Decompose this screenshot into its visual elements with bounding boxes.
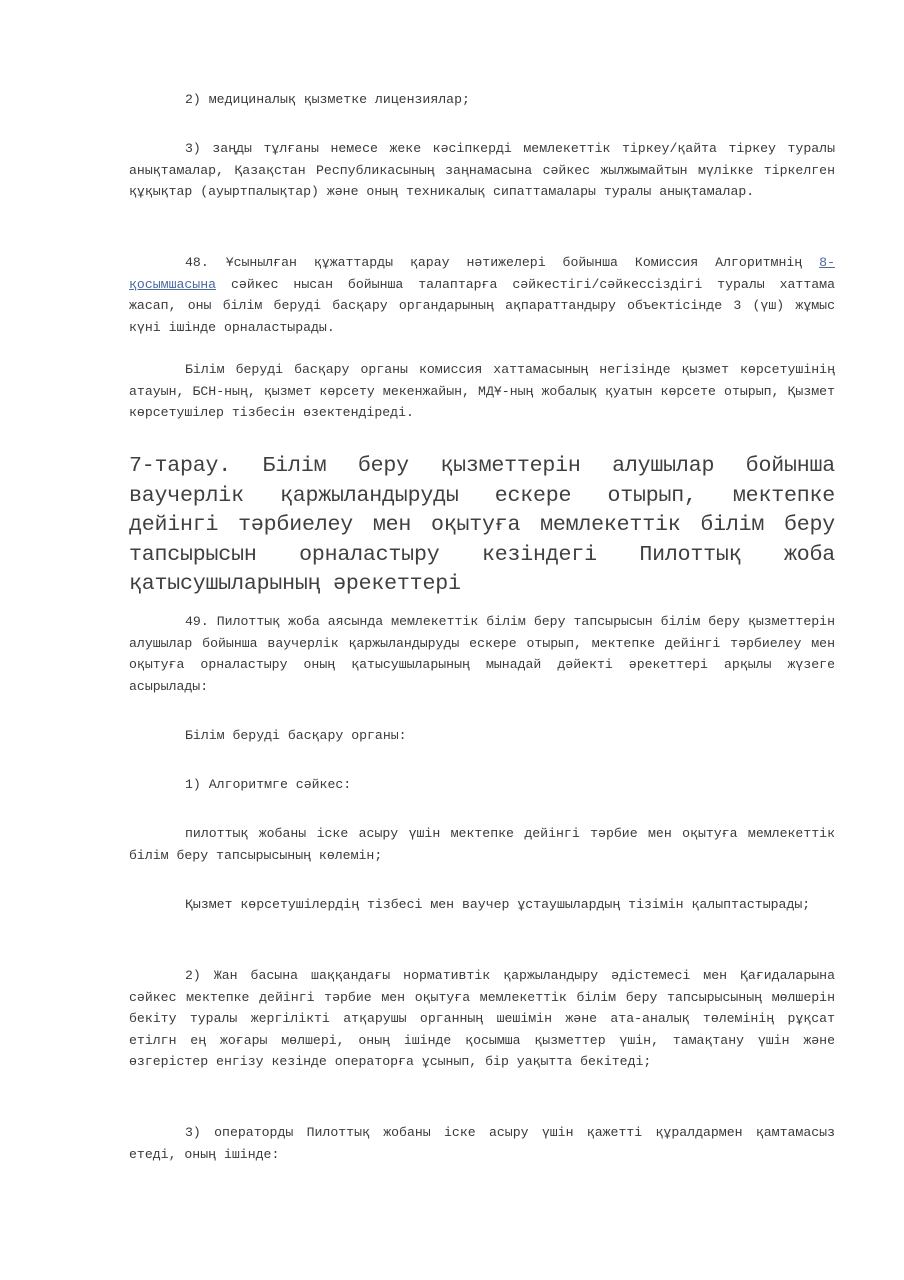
paragraph-item-3: 3) операторды Пилоттық жобаны іске асыру үшін қажетті құралдармен қамтамасыз етеді, оның ішінде:: [129, 1125, 835, 1162]
chapter-7-heading: 7-тарау. Білім беру қызметтерін алушылар бойынша ваучерлік қаржыландыруды ескере отырып, мектепке дейінгі тәрбиелеу мен оқытуға мемлекеттік білім беру тапсырысын орналастыру кезіндегі Пилоттық жоба қатысушыларының әрекеттері: [129, 454, 835, 597]
appendix-8-link[interactable]: 8-қосымшасына: [129, 255, 835, 292]
paragraph-voucher-lists: Қызмет көрсетушілердің тізбесі мен ваучер ұстаушылардың тізімін қалыптастырады;: [185, 897, 811, 912]
paragraph-item-1: 1) Алгоритмге сәйкес:: [185, 777, 352, 792]
paragraph-registration-certificates: 3) заңды тұлғаны немесе жеке кәсіпкерді мемлекеттік тіркеу/қайта тіркеу туралы анықтамалар, Қазақстан Республикасының заңнамасына сәйкес жылжымайтын мүлікке тіркелген құқықтар (ауыртпалықтар) және оның техникалық сипаттамалары туралы анықтамалар.: [129, 141, 835, 200]
paragraph-medical-licenses: 2) медициналық қызметке лицензиялар;: [185, 92, 470, 107]
paragraph-48-text-start: 48. Ұсынылған құжаттарды қарау нәтижелері бойынша Комиссия Алгоритмнің: [185, 255, 820, 270]
paragraph-49: 49. Пилоттық жоба аясында мемлекеттік білім беру тапсырысын білім беру қызметтерін алушылар бойынша ваучерлік қаржыландыруды ескере отырып, мектепке дейінгі тәрбиелеу мен оқытуға орналастыру оның қатысушыларының мынадай дәйекті әрекеттері арқылы жүзеге асырылады:: [129, 614, 835, 694]
paragraph-48-text-end: сәйкес нысан бойынша талаптарға сәйкестігі/сәйкессіздігі туралы хаттама жасап, оны білім беруді басқару органдарының ақпараттандыру объектісінде 3 (үш) жұмыс күні ішінде орналастырады.: [129, 276, 835, 335]
paragraph-provider-list-update: Білім беруді басқару органы комиссия хаттамасының негізінде қызмет көрсетушінің атауын, БСН-ның, қызмет көрсету мекенжайын, МДҰ-ның жобалық қуатын көрсете отырып, Қызмет көрсетушілер тізбесін өзектендіреді.: [129, 362, 835, 421]
paragraph-48: [129, 252, 835, 338]
paragraph-item-2: 2) Жан басына шаққандағы нормативтік қаржыландыру әдістемесі мен Қағидаларына сәйкес мектепке дейінгі тәрбие мен оқытуға мемлекеттік білім беру тапсырысының мөлшерін бекіту туралы жергілікті атқарушы органның шешімін және ата-аналық төлемінің рұқсат етілгн ең жоғары мөлшері, оның ішінде қосымша қызметтер үшін, тамақтану үшін және өзгерістер енгізу кезінде операторға ұсынып, бір уақытта бекітеді;: [129, 968, 835, 1070]
paragraph-education-authority: Білім беруді басқару органы:: [185, 728, 407, 743]
paragraph-pilot-volume: пилоттық жобаны іске асыру үшін мектепке дейінгі тәрбие мен оқытуға мемлекеттік білім беру тапсырысының көлемін;: [129, 826, 835, 863]
